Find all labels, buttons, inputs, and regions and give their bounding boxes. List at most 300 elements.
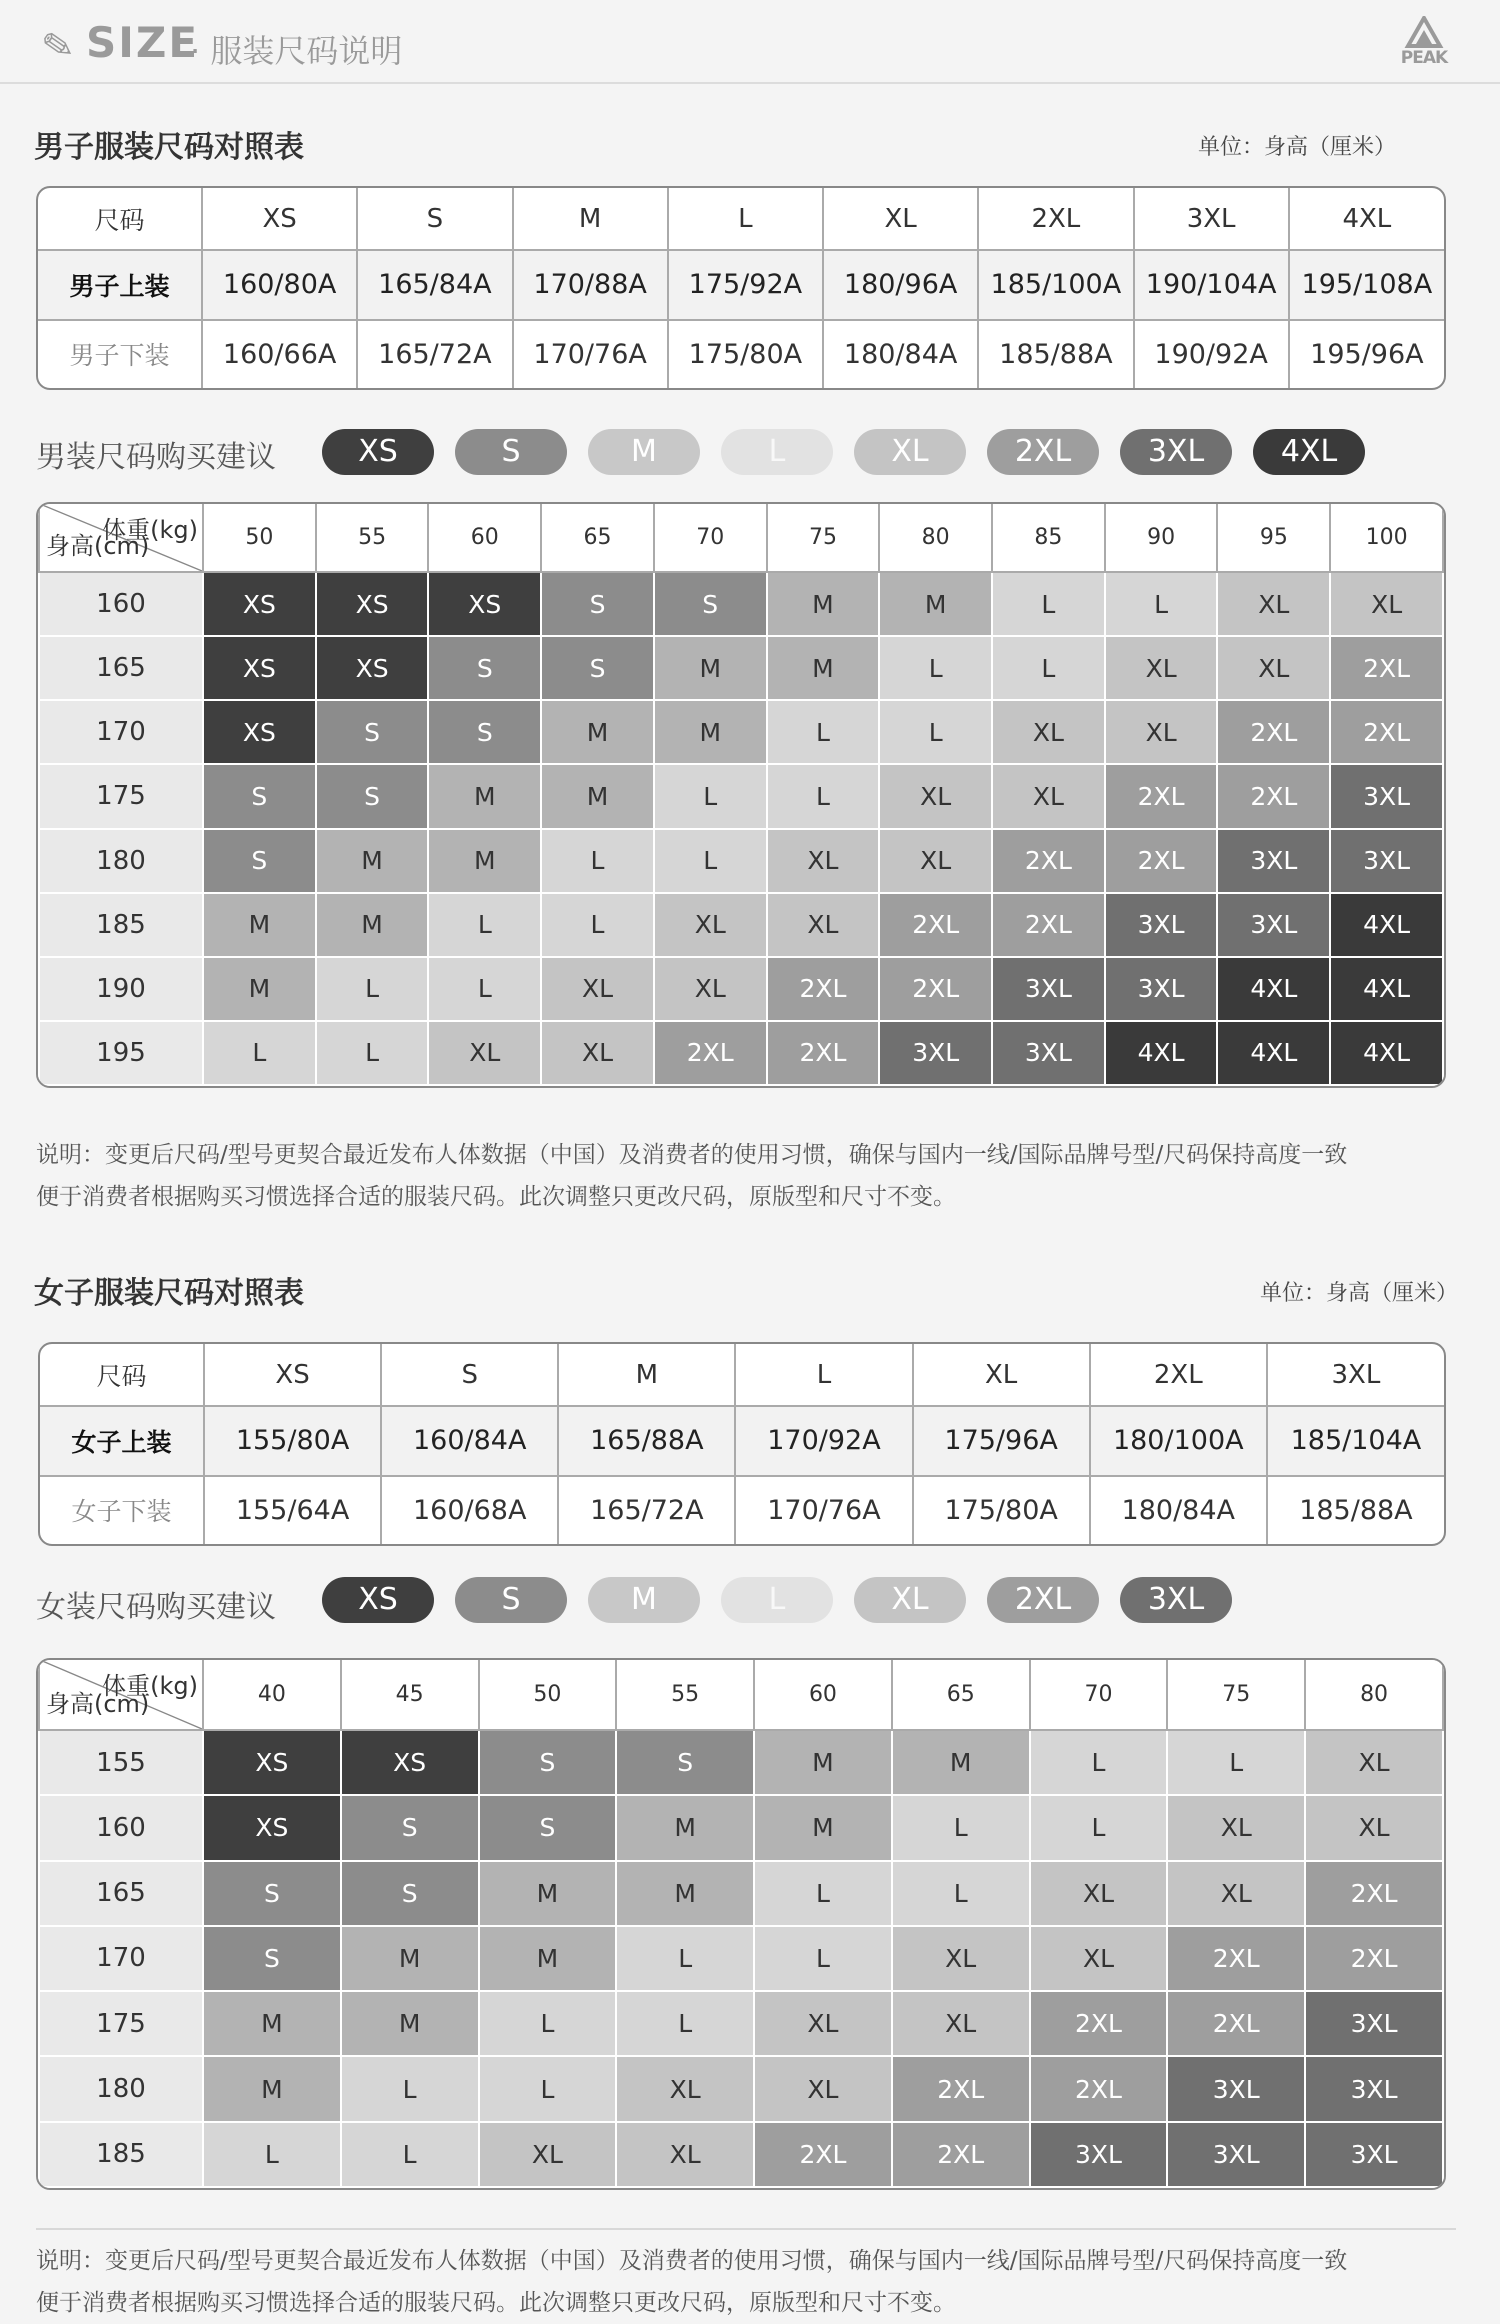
size-cell: 2XL: [767, 1021, 880, 1085]
size-cell: M: [203, 1991, 341, 2056]
size-cell: L: [992, 636, 1105, 700]
size-cell: L: [892, 1795, 1030, 1860]
size-cell: M: [203, 2056, 341, 2121]
men-top-row: [38, 250, 1444, 320]
size-cell: XL: [479, 2122, 617, 2187]
grid-row: [39, 957, 1443, 1021]
men-note-line2: 便于消费者根据购买习惯选择合适的服装尺码。此次调整只更改尺码，原版型和尺寸不变。: [36, 1184, 956, 1210]
size-subtitle: · 服装尺码说明: [190, 32, 403, 70]
bottom-size-cell: 160/66A: [202, 320, 357, 388]
size-cell: 2XL: [1330, 700, 1443, 764]
top-size-cell: 175/96A: [913, 1406, 1090, 1476]
size-cell: XL: [616, 2122, 754, 2187]
top-size-cell: 175/92A: [668, 250, 823, 320]
size-cell: 2XL: [1330, 636, 1443, 700]
grid-row: [39, 700, 1443, 764]
size-pill-m: M: [588, 1577, 700, 1623]
size-cell: 4XL: [1330, 893, 1443, 957]
men-recommend-grid: [36, 502, 1446, 1088]
weight-header-cell: 50: [203, 504, 316, 572]
size-pill-xl: XL: [854, 429, 966, 475]
height-cell: 165: [39, 636, 203, 700]
size-header-cell: 3XL: [1267, 1344, 1444, 1406]
top-size-cell: 170/88A: [513, 250, 668, 320]
size-cell: 3XL: [1167, 2056, 1305, 2121]
size-cell: XL: [879, 829, 992, 893]
size-cell: XS: [203, 572, 316, 636]
size-cell: M: [616, 1795, 754, 1860]
size-cell: S: [203, 764, 316, 828]
size-cell: S: [479, 1795, 617, 1860]
height-cell: 185: [39, 2122, 203, 2187]
size-cell: 2XL: [892, 2122, 1030, 2187]
height-cell: 165: [39, 1861, 203, 1926]
size-cell: 2XL: [654, 1021, 767, 1085]
size-cell: 3XL: [1105, 957, 1218, 1021]
size-header-cell: M: [513, 188, 668, 250]
size-cell: XL: [541, 1021, 654, 1085]
size-cell: XL: [541, 957, 654, 1021]
size-cell: M: [203, 893, 316, 957]
size-cell: L: [616, 1926, 754, 1991]
size-cell: M: [316, 829, 429, 893]
size-cell: L: [879, 636, 992, 700]
size-cell: 4XL: [1217, 957, 1330, 1021]
women-size-legend: [322, 1577, 1422, 1623]
size-cell: S: [203, 829, 316, 893]
size-cell: XL: [754, 2056, 892, 2121]
bottom-size-cell: 195/96A: [1289, 320, 1444, 388]
weight-header-cell: 65: [892, 1660, 1030, 1730]
size-header-cell: XL: [913, 1344, 1090, 1406]
size-cell: L: [316, 957, 429, 1021]
grid-row: [39, 893, 1443, 957]
size-cell: 2XL: [1030, 1991, 1168, 2056]
size-cell: XL: [992, 700, 1105, 764]
height-axis-label: 身高(cm): [46, 1690, 150, 1718]
grid-corner-cell: [39, 504, 203, 572]
size-cell: XS: [341, 1730, 479, 1795]
size-header-cell: 2XL: [1090, 1344, 1267, 1406]
grid-row: [39, 2056, 1443, 2121]
top-size-cell: 170/92A: [735, 1406, 912, 1476]
bottom-size-cell: 165/72A: [558, 1476, 735, 1544]
size-header-cell: 3XL: [1134, 188, 1289, 250]
size-cell: XL: [1030, 1926, 1168, 1991]
weight-header-cell: 40: [203, 1660, 341, 1730]
size-cell: L: [767, 700, 880, 764]
weight-header-cell: 60: [754, 1660, 892, 1730]
height-cell: 155: [39, 1730, 203, 1795]
size-cell: S: [479, 1730, 617, 1795]
weight-axis-label: 体重(kg): [102, 516, 198, 544]
size-header-cell: XS: [202, 188, 357, 250]
size-cell: S: [428, 700, 541, 764]
men-top-label: 男子上装: [38, 250, 202, 320]
size-cell: S: [341, 1795, 479, 1860]
size-cell: XL: [1330, 572, 1443, 636]
divider: [36, 2228, 1456, 2230]
men-note-line1: 说明：变更后尺码/型号更契合最近发布人体数据（中国）及消费者的使用习惯，确保与国内一线/国际品牌号型/尺码保持高度一致: [36, 1142, 1348, 1168]
size-cell: XS: [203, 1730, 341, 1795]
women-recommend-grid: [36, 1658, 1446, 2190]
men-bottom-row: [38, 320, 1444, 388]
size-cell: L: [203, 2122, 341, 2187]
size-cell: 2XL: [1030, 2056, 1168, 2121]
grid-row: [39, 829, 1443, 893]
size-cell: 3XL: [1305, 1991, 1443, 2056]
size-cell: L: [892, 1861, 1030, 1926]
height-axis-label: 身高(cm): [46, 532, 150, 560]
weight-header-cell: 70: [654, 504, 767, 572]
size-cell: M: [479, 1861, 617, 1926]
size-pill-m: M: [588, 429, 700, 475]
top-size-cell: 190/104A: [1134, 250, 1289, 320]
size-cell: L: [654, 764, 767, 828]
weight-header-cell: 55: [616, 1660, 754, 1730]
weight-header-cell: 50: [479, 1660, 617, 1730]
size-cell: L: [754, 1861, 892, 1926]
bottom-size-cell: 170/76A: [513, 320, 668, 388]
weight-axis-label: 体重(kg): [102, 1672, 198, 1700]
weight-header-cell: 85: [992, 504, 1105, 572]
size-pill-s: S: [455, 429, 567, 475]
bottom-size-cell: 190/92A: [1134, 320, 1289, 388]
top-size-cell: 160/80A: [202, 250, 357, 320]
size-cell: M: [879, 572, 992, 636]
size-cell: M: [892, 1730, 1030, 1795]
size-cell: M: [754, 1730, 892, 1795]
size-cell: 2XL: [879, 893, 992, 957]
size-cell: 2XL: [767, 957, 880, 1021]
size-cell: 3XL: [1217, 829, 1330, 893]
size-cell: XL: [654, 893, 767, 957]
size-pill-3xl: 3XL: [1120, 1577, 1232, 1623]
size-cell: 2XL: [1217, 700, 1330, 764]
top-size-cell: 160/84A: [381, 1406, 558, 1476]
size-pill-xs: XS: [322, 1577, 434, 1623]
men-size-legend: [322, 429, 1422, 475]
size-cell: 3XL: [1167, 2122, 1305, 2187]
bottom-size-cell: 160/68A: [381, 1476, 558, 1544]
size-pill-xl: XL: [854, 1577, 966, 1623]
size-cell: M: [428, 829, 541, 893]
size-pill-xs: XS: [322, 429, 434, 475]
size-pill-l: L: [721, 429, 833, 475]
size-heading: SIZE: [86, 18, 200, 67]
size-cell: L: [767, 764, 880, 828]
size-cell: 2XL: [1305, 1926, 1443, 1991]
height-cell: 180: [39, 2056, 203, 2121]
grid-row: [39, 1730, 1443, 1795]
men-recommend-title: 男装尺码购买建议: [36, 440, 276, 475]
height-cell: 175: [39, 764, 203, 828]
size-cell: 2XL: [1167, 1991, 1305, 2056]
height-cell: 170: [39, 1926, 203, 1991]
size-cell: M: [616, 1861, 754, 1926]
bottom-size-cell: 175/80A: [913, 1476, 1090, 1544]
grid-row: [39, 1991, 1443, 2056]
pencil-icon: ✎: [38, 21, 78, 71]
women-top-label: 女子上装: [40, 1406, 204, 1476]
size-header-cell: 4XL: [1289, 188, 1444, 250]
size-cell: L: [754, 1926, 892, 1991]
height-cell: 195: [39, 1021, 203, 1085]
weight-header-cell: 55: [316, 504, 429, 572]
size-cell: 4XL: [1330, 957, 1443, 1021]
men-size-table: [36, 186, 1446, 390]
size-cell: 3XL: [1330, 764, 1443, 828]
size-cell: XS: [316, 636, 429, 700]
size-cell: S: [203, 1926, 341, 1991]
size-cell: XL: [1167, 1795, 1305, 1860]
peak-logo-icon: [1394, 16, 1454, 50]
men-unit-label: 单位：身高（厘米）: [1198, 135, 1397, 160]
size-cell: XL: [654, 957, 767, 1021]
bottom-size-cell: 170/76A: [735, 1476, 912, 1544]
size-cell: S: [316, 700, 429, 764]
size-cell: 3XL: [1217, 893, 1330, 957]
grid-row: [39, 1926, 1443, 1991]
women-section-title: 女子服装尺码对照表: [34, 1276, 304, 1311]
weight-header-cell: 65: [541, 504, 654, 572]
men-note: [36, 1134, 1466, 1218]
size-cell: XS: [203, 1795, 341, 1860]
size-cell: XL: [767, 893, 880, 957]
size-cell: XL: [428, 1021, 541, 1085]
size-header-cell: S: [381, 1344, 558, 1406]
size-cell: L: [616, 1991, 754, 2056]
women-top-row: [40, 1406, 1444, 1476]
size-cell: 2XL: [1167, 1926, 1305, 1991]
size-cell: M: [654, 700, 767, 764]
size-cell: L: [992, 572, 1105, 636]
size-cell: XL: [992, 764, 1105, 828]
weight-header-cell: 60: [428, 504, 541, 572]
size-cell: 2XL: [1105, 829, 1218, 893]
size-cell: XL: [754, 1991, 892, 2056]
size-cell: XL: [1105, 700, 1218, 764]
top-size-cell: 185/100A: [978, 250, 1133, 320]
size-cell: L: [428, 893, 541, 957]
size-cell: XS: [203, 636, 316, 700]
size-header-cell: L: [668, 188, 823, 250]
size-cell: S: [203, 1861, 341, 1926]
size-cell: M: [341, 1926, 479, 1991]
top-size-cell: 155/80A: [204, 1406, 381, 1476]
women-note: [36, 2240, 1466, 2324]
size-cell: L: [203, 1021, 316, 1085]
grid-row: [39, 764, 1443, 828]
size-pill-2xl: 2XL: [987, 1577, 1099, 1623]
weight-header-cell: 90: [1105, 504, 1218, 572]
size-cell: 3XL: [1305, 2122, 1443, 2187]
bottom-size-cell: 185/88A: [1267, 1476, 1444, 1544]
size-cell: L: [1167, 1730, 1305, 1795]
size-cell: 2XL: [892, 2056, 1030, 2121]
size-cell: 4XL: [1217, 1021, 1330, 1085]
height-cell: 170: [39, 700, 203, 764]
size-cell: L: [1105, 572, 1218, 636]
size-cell: L: [1030, 1730, 1168, 1795]
women-size-table: [38, 1342, 1446, 1546]
height-cell: 190: [39, 957, 203, 1021]
size-cell: XL: [879, 764, 992, 828]
size-pill-s: S: [455, 1577, 567, 1623]
size-header-label: 尺码: [40, 1344, 204, 1406]
size-header-cell: XL: [823, 188, 978, 250]
size-cell: XL: [767, 829, 880, 893]
size-cell: 4XL: [1105, 1021, 1218, 1085]
top-size-cell: 195/108A: [1289, 250, 1444, 320]
size-cell: 3XL: [1305, 2056, 1443, 2121]
size-cell: L: [479, 1991, 617, 2056]
size-cell: M: [479, 1926, 617, 1991]
top-size-cell: 180/96A: [823, 250, 978, 320]
size-cell: S: [341, 1861, 479, 1926]
size-cell: M: [541, 764, 654, 828]
grid-row: [39, 636, 1443, 700]
women-size-header-row: [40, 1344, 1444, 1406]
size-cell: 2XL: [992, 829, 1105, 893]
weight-header-cell: 75: [1167, 1660, 1305, 1730]
height-cell: 180: [39, 829, 203, 893]
bottom-size-cell: 165/72A: [357, 320, 512, 388]
bottom-size-cell: 180/84A: [1090, 1476, 1267, 1544]
size-cell: L: [479, 2056, 617, 2121]
men-bottom-label: 男子下装: [38, 320, 202, 388]
size-cell: M: [754, 1795, 892, 1860]
size-cell: 2XL: [992, 893, 1105, 957]
page-header: [0, 0, 1500, 84]
size-cell: XL: [1217, 636, 1330, 700]
size-cell: XL: [1105, 636, 1218, 700]
size-cell: M: [341, 1991, 479, 2056]
weight-header-cell: 95: [1217, 504, 1330, 572]
grid-row: [39, 572, 1443, 636]
size-cell: XL: [1305, 1730, 1443, 1795]
size-cell: S: [616, 1730, 754, 1795]
size-cell: M: [428, 764, 541, 828]
grid-row: [39, 1021, 1443, 1085]
size-cell: S: [316, 764, 429, 828]
size-pill-4xl: 4XL: [1253, 429, 1365, 475]
size-cell: 2XL: [1305, 1861, 1443, 1926]
size-cell: 2XL: [1217, 764, 1330, 828]
size-cell: 3XL: [992, 957, 1105, 1021]
size-cell: XL: [616, 2056, 754, 2121]
size-cell: 2XL: [1105, 764, 1218, 828]
size-cell: 4XL: [1330, 1021, 1443, 1085]
size-cell: 2XL: [879, 957, 992, 1021]
size-cell: S: [541, 572, 654, 636]
weight-header-row: [39, 1660, 1443, 1730]
size-header-cell: 2XL: [978, 188, 1133, 250]
size-cell: L: [316, 1021, 429, 1085]
grid-corner-cell: [39, 1660, 203, 1730]
weight-header-cell: 45: [341, 1660, 479, 1730]
men-size-header-row: [38, 188, 1444, 250]
size-cell: 3XL: [1105, 893, 1218, 957]
size-cell: XL: [1030, 1861, 1168, 1926]
size-cell: M: [654, 636, 767, 700]
bottom-size-cell: 175/80A: [668, 320, 823, 388]
size-cell: L: [341, 2122, 479, 2187]
size-cell: S: [428, 636, 541, 700]
size-cell: XL: [892, 1926, 1030, 1991]
size-pill-2xl: 2XL: [987, 429, 1099, 475]
weight-header-row: [39, 504, 1443, 572]
peak-logo: [1394, 16, 1454, 68]
size-cell: 3XL: [879, 1021, 992, 1085]
size-cell: XL: [892, 1991, 1030, 2056]
size-cell: XL: [1305, 1795, 1443, 1860]
women-note-line1: 说明：变更后尺码/型号更契合最近发布人体数据（中国）及消费者的使用习惯，确保与国内一线/国际品牌号型/尺码保持高度一致: [36, 2248, 1348, 2274]
size-header-cell: XS: [204, 1344, 381, 1406]
top-size-cell: 180/100A: [1090, 1406, 1267, 1476]
size-pill-3xl: 3XL: [1120, 429, 1232, 475]
weight-header-cell: 100: [1330, 504, 1443, 572]
bottom-size-cell: 185/88A: [978, 320, 1133, 388]
size-cell: L: [1030, 1795, 1168, 1860]
size-cell: XS: [316, 572, 429, 636]
size-cell: M: [203, 957, 316, 1021]
size-cell: L: [541, 893, 654, 957]
height-cell: 160: [39, 1795, 203, 1860]
size-cell: M: [767, 572, 880, 636]
grid-row: [39, 2122, 1443, 2187]
size-header-label: 尺码: [38, 188, 202, 250]
height-cell: 185: [39, 893, 203, 957]
bottom-size-cell: 155/64A: [204, 1476, 381, 1544]
size-cell: L: [341, 2056, 479, 2121]
size-cell: S: [541, 636, 654, 700]
size-cell: M: [767, 636, 880, 700]
size-header-cell: M: [558, 1344, 735, 1406]
women-note-line2: 便于消费者根据购买习惯选择合适的服装尺码。此次调整只更改尺码，原版型和尺寸不变。: [36, 2290, 956, 2316]
size-header-cell: L: [735, 1344, 912, 1406]
size-cell: L: [541, 829, 654, 893]
logo-text: PEAK: [1400, 48, 1448, 68]
weight-header-cell: 80: [879, 504, 992, 572]
top-size-cell: 165/88A: [558, 1406, 735, 1476]
bottom-size-cell: 180/84A: [823, 320, 978, 388]
size-cell: XL: [1217, 572, 1330, 636]
size-cell: 3XL: [1330, 829, 1443, 893]
weight-header-cell: 75: [767, 504, 880, 572]
top-size-cell: 185/104A: [1267, 1406, 1444, 1476]
men-section-title: 男子服装尺码对照表: [34, 130, 304, 165]
size-cell: XL: [1167, 1861, 1305, 1926]
size-cell: L: [654, 829, 767, 893]
size-cell: L: [879, 700, 992, 764]
size-cell: XS: [428, 572, 541, 636]
size-cell: 3XL: [992, 1021, 1105, 1085]
size-pill-l: L: [721, 1577, 833, 1623]
weight-header-cell: 80: [1305, 1660, 1443, 1730]
size-cell: L: [428, 957, 541, 1021]
size-cell: S: [654, 572, 767, 636]
weight-header-cell: 70: [1030, 1660, 1168, 1730]
women-bottom-label: 女子下装: [40, 1476, 204, 1544]
size-header-cell: S: [357, 188, 512, 250]
size-cell: XS: [203, 700, 316, 764]
height-cell: 160: [39, 572, 203, 636]
women-unit-label: 单位：身高（厘米）: [1260, 1281, 1459, 1306]
size-cell: M: [316, 893, 429, 957]
size-cell: M: [541, 700, 654, 764]
grid-row: [39, 1861, 1443, 1926]
